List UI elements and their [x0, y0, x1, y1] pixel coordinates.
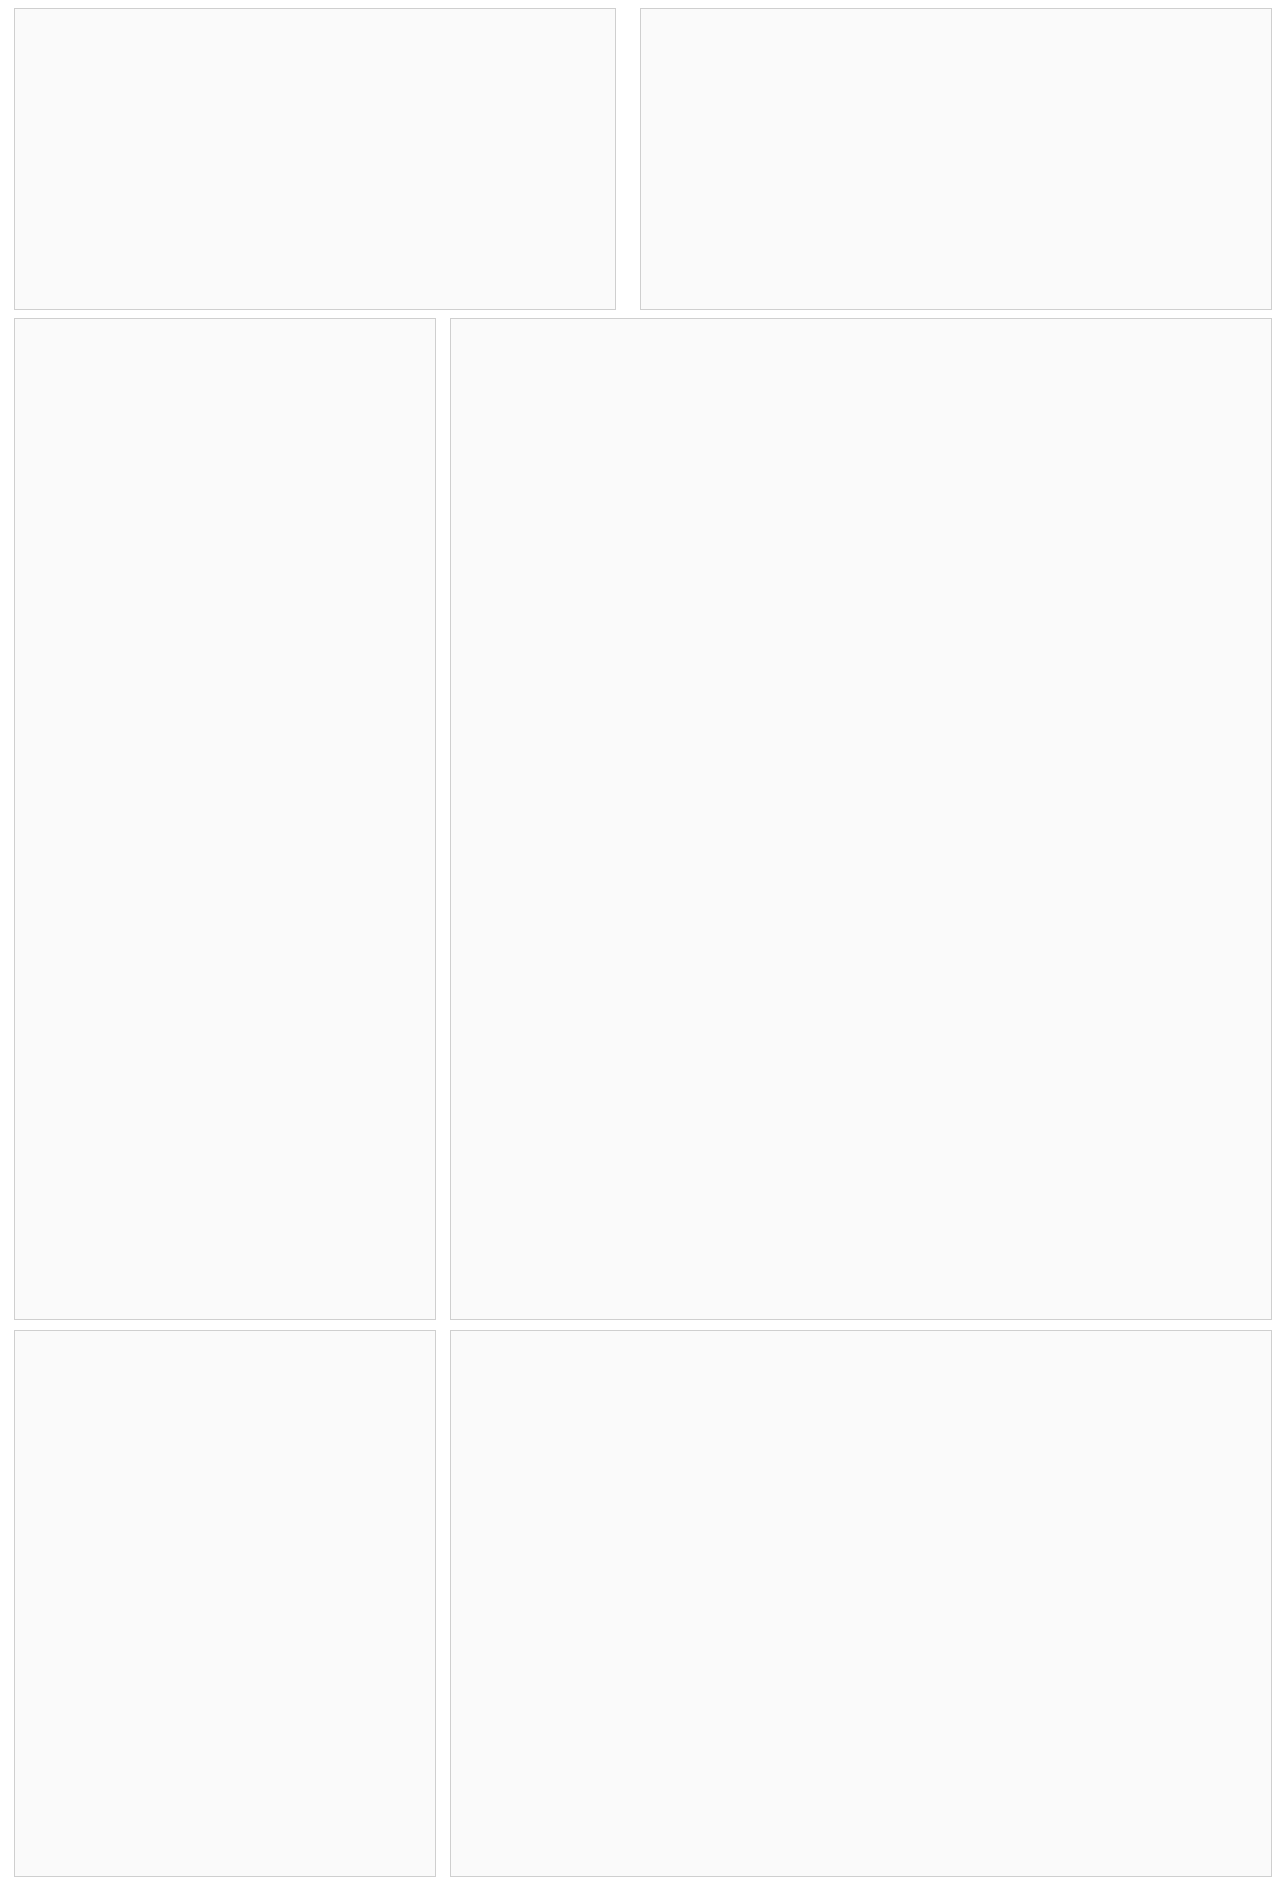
left-column	[14, 318, 436, 1320]
main-articles	[450, 318, 1272, 1320]
lower-right-column	[450, 1330, 1272, 1877]
masthead	[14, 8, 616, 310]
top-feature-box	[640, 8, 1272, 310]
lower-left-column	[14, 1330, 436, 1877]
